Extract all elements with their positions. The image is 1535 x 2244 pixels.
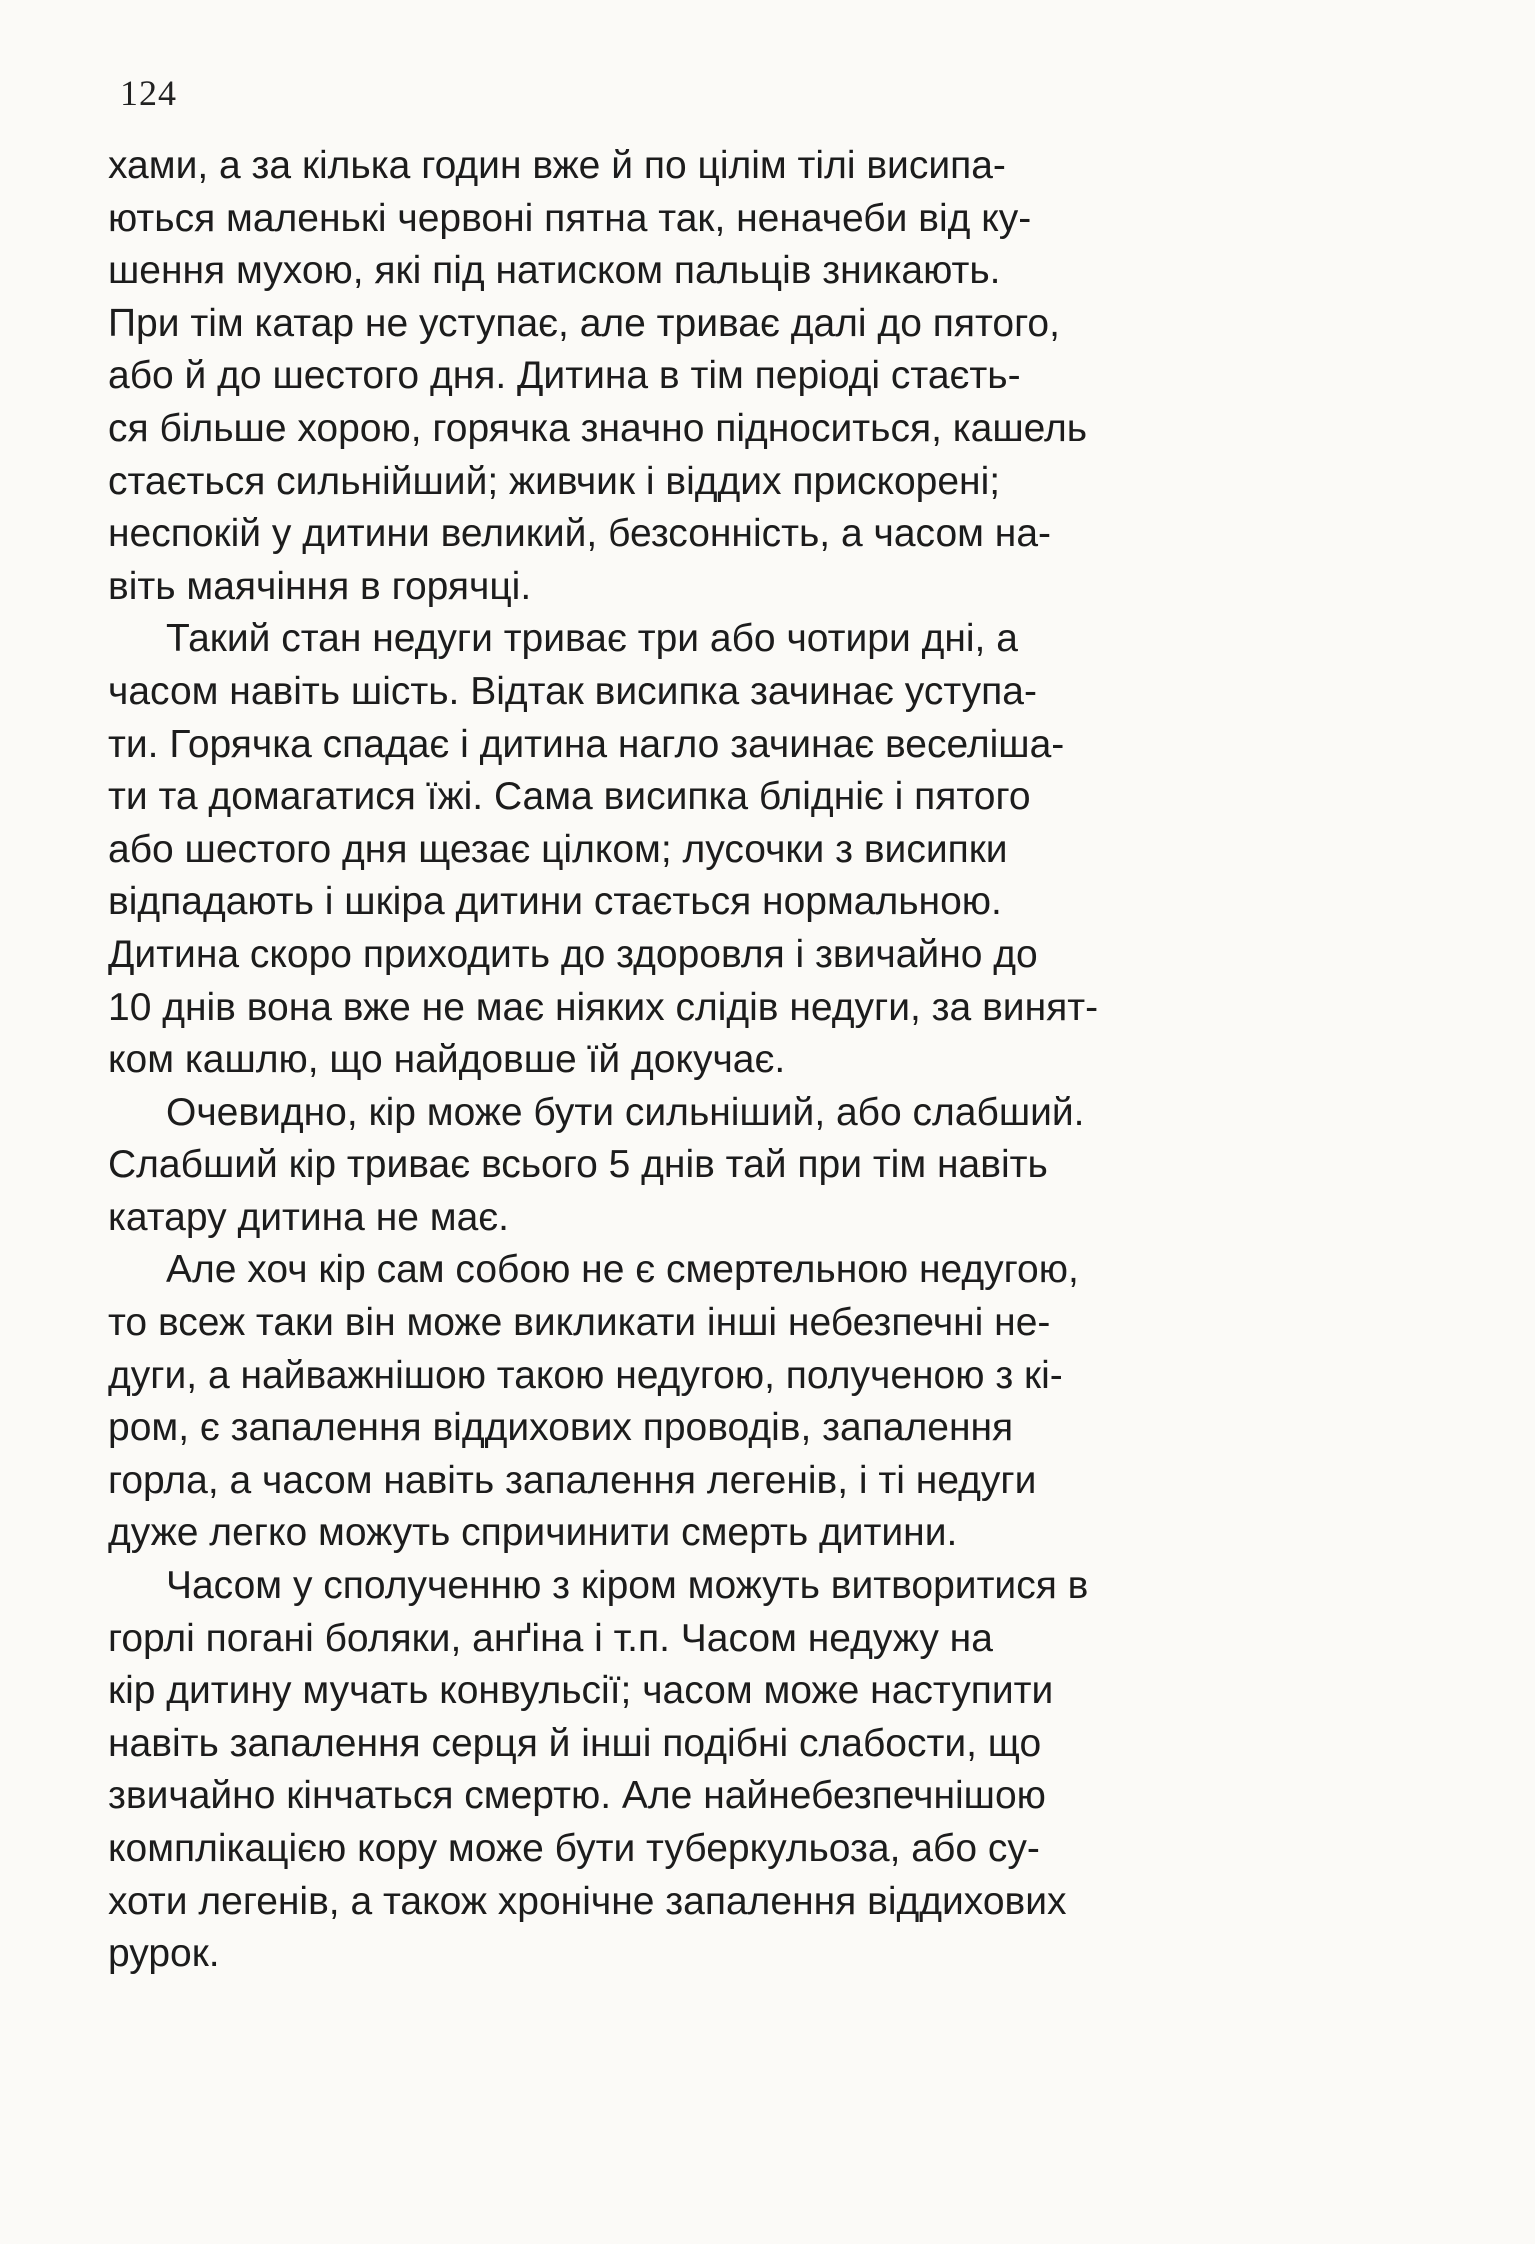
text-line: ром, є запалення віддихових проводів, запалення: [108, 1406, 1014, 1450]
text-line: дуги, а найважнішою такою недугою, полученою з кі-: [108, 1353, 1063, 1397]
text-line: горлі погані боляки, анґіна і т.п. Часом недужу на: [108, 1616, 993, 1660]
text-line: катару дитина не має.: [108, 1195, 510, 1239]
text-line: хами, а за кілька годин вже й по цілім тілі висипа-: [108, 144, 1006, 187]
text-line: Слабший кір триває всього 5 днів тай при тім навіть: [108, 1143, 1048, 1187]
text-line: то всеж таки він може викликати інші небезпечні не-: [108, 1301, 1051, 1345]
paragraph: [108, 1087, 1408, 1245]
text-line: шення мухою, які під натиском пальців зникають.: [108, 249, 1001, 293]
text-line: Очевидно, кір може бути сильніший, або слабший.: [166, 1090, 1085, 1134]
text-line: Часом у сполученню з кіром можуть витворитися в: [166, 1564, 1089, 1608]
body-text: [108, 140, 1408, 1981]
paragraph: [108, 1560, 1408, 1981]
text-line: часом навіть шість. Відтак висипка зачинає уступа-: [108, 669, 1037, 713]
page-number: 124: [120, 73, 177, 113]
text-line: комплікацією кору може бути туберкульоза, або су-: [108, 1827, 1040, 1870]
text-line: ти та домагатися їжі. Сама висипка блідніє і пятого: [108, 775, 1031, 819]
text-line: неспокій у дитини великий, безсонність, а часом на-: [108, 512, 1052, 556]
text-line: або й до шестого дня. Дитина в тім періоді стаєть-: [108, 354, 1021, 398]
text-line: Але хоч кір сам собою не є смертельною недугою,: [166, 1248, 1079, 1292]
text-line: навіть запалення серця й інші подібні слабости, що: [108, 1721, 1042, 1765]
text-line: горла, а часом навіть запалення легенів, і ті недуги: [108, 1458, 1037, 1502]
text-line: стається сильнійший; живчик і віддих прискорені;: [108, 459, 1001, 503]
paragraph: [108, 1244, 1408, 1560]
text-line: кір дитину мучать конвульсії; часом може наступити: [108, 1669, 1054, 1713]
text-line: При тім катар не уступає, але триває далі до пятого,: [108, 301, 1060, 345]
text-line: дуже легко можуть спричинити смерть дитини.: [108, 1511, 958, 1555]
text-line: ся більше хорою, горячка значно підноситься, кашель: [108, 406, 1088, 450]
text-line: Дитина скоро приходить до здоровля і звичайно до: [108, 932, 1038, 976]
text-line: ються маленькі червоні пятна так, неначеби від ку-: [108, 196, 1032, 240]
text-line: ком кашлю, що найдовше їй докучає.: [108, 1038, 786, 1082]
text-line: рурок.: [108, 1932, 220, 1976]
text-line: 10 днів вона вже не має ніяких слідів недуги, за винят-: [108, 985, 1099, 1029]
paragraph: [108, 613, 1408, 1086]
text-line: ти. Горячка спадає і дитина нагло зачинає веселіша-: [108, 722, 1065, 766]
text-line: хоти легенів, а також хронічне запалення віддихових: [108, 1879, 1067, 1923]
text-line: віть маячіння в горячці.: [108, 564, 532, 608]
text-line: звичайно кінчаться смертю. Але найнебезпечнішою: [108, 1774, 1046, 1818]
text-line: або шестого дня щезає цілком; лусочки з висипки: [108, 827, 1008, 871]
text-line: Такий стан недуги триває три або чотири дні, а: [166, 617, 1018, 661]
text-line: відпадають і шкіра дитини стається нормальною.: [108, 880, 1002, 924]
paragraph: [108, 140, 1408, 613]
